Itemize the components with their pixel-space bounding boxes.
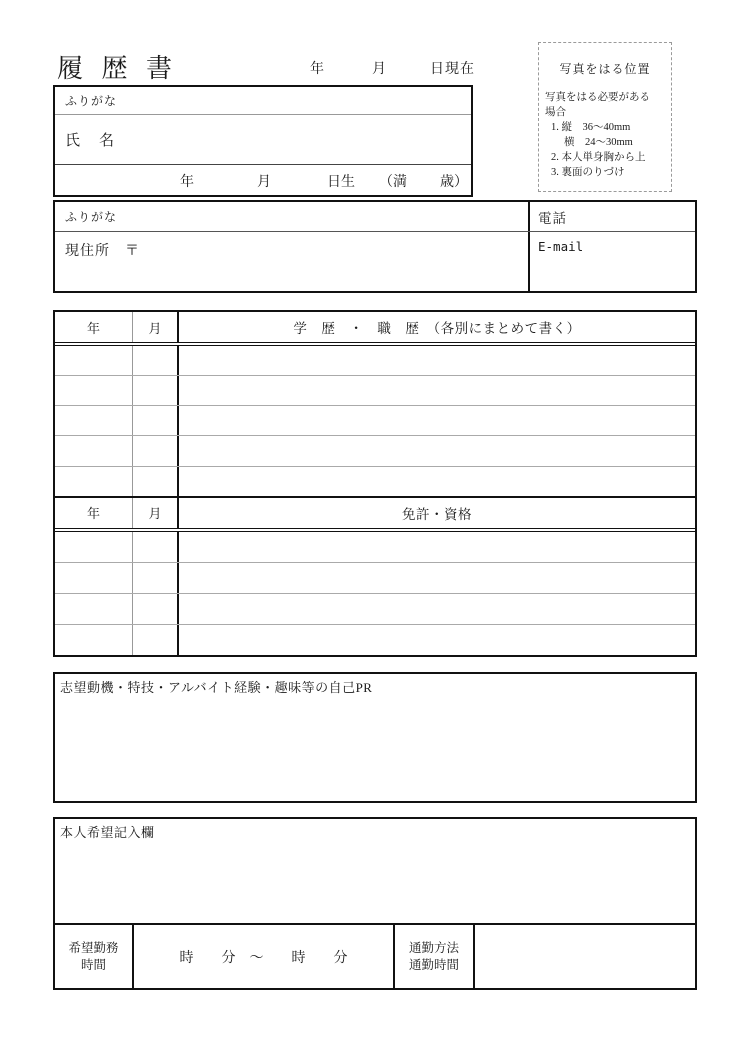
personal-request-field[interactable]	[55, 819, 695, 923]
license-rows	[55, 532, 695, 655]
photo-box-title: 写真をはる位置	[559, 62, 651, 76]
education-year-cell[interactable]	[55, 406, 133, 435]
desired-work-time-header	[55, 925, 134, 988]
education-year-cell[interactable]	[55, 376, 133, 405]
license-month-cell[interactable]	[133, 563, 179, 593]
self-pr-box[interactable]	[53, 672, 697, 803]
work-preference-row	[55, 923, 695, 988]
license-entry-cell[interactable]	[179, 532, 695, 562]
license-month-header: 月	[133, 498, 179, 528]
work-time-label-line1: 希望勤務	[68, 940, 119, 955]
license-month-cell[interactable]	[133, 625, 179, 655]
work-time-field[interactable]	[134, 925, 395, 988]
email-field[interactable]	[528, 232, 695, 291]
license-row[interactable]	[55, 563, 695, 594]
name-furigana-field[interactable]	[55, 87, 471, 115]
education-entry-cell[interactable]	[179, 406, 695, 435]
license-row[interactable]	[55, 594, 695, 625]
self-pr-label: 志望動機・特技・アルバイト経験・趣味等の自己PR	[60, 680, 373, 695]
education-month-cell[interactable]	[133, 467, 179, 496]
education-month-cell[interactable]	[133, 376, 179, 405]
education-month-cell[interactable]	[133, 436, 179, 465]
license-header-row	[55, 496, 695, 532]
license-row[interactable]	[55, 625, 695, 655]
phone-label: 電話	[538, 210, 567, 226]
photo-note-line: 場合	[545, 107, 566, 118]
education-entry-cell[interactable]	[179, 436, 695, 465]
address-furigana-field[interactable]	[55, 202, 528, 231]
education-month-cell[interactable]	[133, 406, 179, 435]
education-row[interactable]	[55, 346, 695, 376]
photo-rule-pose: 2. 本人単身胸から上	[551, 152, 646, 163]
license-month-cell[interactable]	[133, 532, 179, 562]
address-box	[53, 200, 697, 293]
photo-rule-width: 横 24～30mm	[564, 137, 633, 148]
address-furigana-label: ふりがな	[65, 210, 118, 224]
date-year-label: 年	[310, 62, 325, 77]
license-year-cell[interactable]	[55, 594, 133, 624]
education-month-cell[interactable]	[133, 346, 179, 375]
history-table	[53, 310, 697, 657]
education-year-cell[interactable]	[55, 467, 133, 496]
license-entry-cell[interactable]	[179, 625, 695, 655]
education-year-cell[interactable]	[55, 436, 133, 465]
education-month-header: 月	[133, 312, 179, 342]
education-title-header: 学 歴 ・ 職 歴 （各別にまとめて書く）	[293, 321, 581, 336]
photo-box-instructions	[539, 90, 671, 180]
phone-field[interactable]	[528, 202, 695, 231]
birthdate-field[interactable]	[55, 164, 471, 195]
license-entry-cell[interactable]	[179, 563, 695, 593]
current-address-label: 現住所 〒	[65, 244, 140, 259]
education-row[interactable]	[55, 467, 695, 496]
license-year-cell[interactable]	[55, 625, 133, 655]
commute-header	[395, 925, 475, 988]
commute-method-label: 通勤方法	[408, 940, 459, 955]
license-year-cell[interactable]	[55, 563, 133, 593]
education-row[interactable]	[55, 376, 695, 406]
education-year-header: 年	[55, 312, 133, 342]
education-rows	[55, 346, 695, 496]
photo-note-line: 写真をはる必要がある	[545, 92, 650, 103]
page-title: 履 歴 書	[57, 54, 179, 83]
education-row[interactable]	[55, 406, 695, 436]
full-name-field[interactable]	[55, 115, 471, 164]
license-year-header: 年	[55, 498, 133, 528]
age-open-label: （満	[379, 175, 407, 190]
personal-request-box	[53, 817, 697, 990]
education-year-cell[interactable]	[55, 346, 133, 375]
birth-month-label: 月	[257, 175, 271, 190]
photo-rule-glue: 3. 裏面のりづけ	[551, 167, 625, 178]
photo-attachment-box	[538, 42, 672, 192]
date-day-current-label: 日現在	[430, 62, 475, 77]
education-header-row	[55, 312, 695, 346]
address-main-row	[55, 232, 695, 291]
license-entry-cell[interactable]	[179, 594, 695, 624]
age-close-label: 歳）	[440, 175, 468, 190]
birth-year-label: 年	[180, 175, 194, 190]
education-entry-cell[interactable]	[179, 376, 695, 405]
full-name-label: 氏 名	[65, 133, 117, 149]
name-box	[53, 85, 473, 197]
education-entry-cell[interactable]	[179, 346, 695, 375]
address-furigana-row	[55, 202, 695, 232]
date-month-label: 月	[372, 62, 387, 77]
work-time-format-label: 時 分 ～ 時 分	[179, 950, 348, 966]
current-address-field[interactable]	[55, 232, 528, 291]
personal-request-label: 本人希望記入欄	[60, 825, 155, 840]
work-time-label-line2: 時間	[80, 957, 106, 972]
education-row[interactable]	[55, 436, 695, 466]
license-row[interactable]	[55, 532, 695, 563]
license-title-header: 免許・資格	[402, 506, 472, 522]
birth-day-label: 日生	[327, 175, 355, 190]
name-furigana-label: ふりがな	[65, 94, 118, 108]
photo-rule-height: 1. 縦 36～40mm	[551, 122, 631, 133]
license-month-cell[interactable]	[133, 594, 179, 624]
license-year-cell[interactable]	[55, 532, 133, 562]
commute-entry-field[interactable]	[475, 925, 695, 988]
email-label: E-mail	[538, 239, 584, 254]
education-entry-cell[interactable]	[179, 467, 695, 496]
commute-time-label: 通勤時間	[408, 957, 459, 972]
